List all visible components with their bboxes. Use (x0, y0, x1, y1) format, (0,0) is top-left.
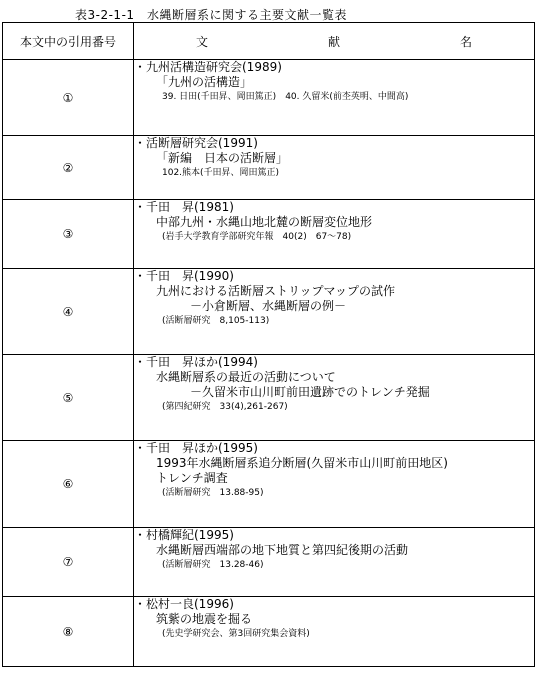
reference-subtitle: トレンチ調査 (156, 471, 228, 485)
reference-source: (第四紀研究 33(4),261-267) (162, 402, 288, 412)
citation-number: ⑦ (3, 528, 134, 597)
table-row (3, 528, 535, 597)
reference-author: ・千田 昇(1990) (134, 269, 234, 283)
citation-number: ② (3, 136, 134, 200)
reference-cell (134, 528, 535, 597)
reference-cell (134, 200, 535, 269)
header-document-name (134, 23, 535, 60)
reference-author: ・村橋輝紀(1995) (134, 528, 234, 542)
reference-title: 筑紫の地震を掘る (156, 612, 253, 626)
header-char-3: 名 (460, 34, 473, 49)
table-row (3, 60, 535, 136)
reference-subtitle: －小倉断層、水縄断層の例－ (190, 299, 347, 313)
reference-author: ・松村一良(1996) (134, 597, 234, 611)
reference-title: 九州における活断層ストリップマップの試作 (156, 284, 396, 298)
reference-source: 39. 日田(千田昇、岡田篤正) 40. 久留米(前杢英明、中間高) (162, 92, 409, 102)
reference-source: (活断層研究 13.88-95) (162, 488, 264, 498)
reference-subtitle: －久留米市山川町前田遺跡でのトレンチ発掘 (190, 385, 430, 399)
header-char-1: 文 (195, 34, 208, 49)
citation-number: ⑤ (3, 355, 134, 441)
reference-title: 水縄断層系の最近の活動について (156, 370, 336, 384)
reference-title: 中部九州・水縄山地北麓の断層変位地形 (156, 215, 373, 229)
reference-title: 「新編 日本の活断層」 (156, 151, 289, 165)
table-row (3, 269, 535, 355)
reference-cell (134, 441, 535, 528)
table-row (3, 200, 535, 269)
reference-cell (134, 269, 535, 355)
reference-author: ・千田 昇ほか(1995) (134, 441, 258, 455)
reference-cell (134, 355, 535, 441)
reference-author: ・活断層研究会(1991) (134, 136, 258, 150)
reference-title: 1993年水縄断層系追分断層(久留米市山川町前田地区) (156, 456, 448, 470)
references-table (2, 22, 535, 667)
citation-number: ① (3, 60, 134, 136)
table-row (3, 355, 535, 441)
citation-number: ⑧ (3, 597, 134, 667)
reference-source: (先史学研究会、第3回研究集会資料) (162, 629, 310, 639)
reference-source: (活断層研究 13.28-46) (162, 560, 264, 570)
reference-author: ・九州活構造研究会(1989) (134, 60, 282, 74)
reference-author: ・千田 昇(1981) (134, 200, 234, 214)
citation-number: ⑥ (3, 441, 134, 528)
table-row (3, 136, 535, 200)
table-row (3, 597, 535, 667)
reference-cell (134, 60, 535, 136)
reference-author: ・千田 昇ほか(1994) (134, 355, 258, 369)
reference-source: 102.熊本(千田昇、岡田篤正) (162, 168, 280, 178)
reference-source: (岩手大学教育学部研究年報 40(2) 67～78) (162, 232, 352, 242)
table-caption: 表3-2-1-1 水縄断層系に関する主要文献一覧表 (75, 8, 348, 22)
header-char-2: 献 (327, 34, 340, 49)
reference-title: 「九州の活構造」 (156, 75, 253, 89)
reference-cell (134, 597, 535, 667)
reference-cell (134, 136, 535, 200)
reference-source: (活断層研究 8,105-113) (162, 316, 270, 326)
reference-title: 水縄断層西端部の地下地質と第四紀後期の活動 (156, 543, 409, 557)
table-header-row (3, 23, 535, 60)
header-citation-number: 本文中の引用番号 (3, 23, 134, 60)
citation-number: ③ (3, 200, 134, 269)
table-row (3, 441, 535, 528)
citation-number: ④ (3, 269, 134, 355)
